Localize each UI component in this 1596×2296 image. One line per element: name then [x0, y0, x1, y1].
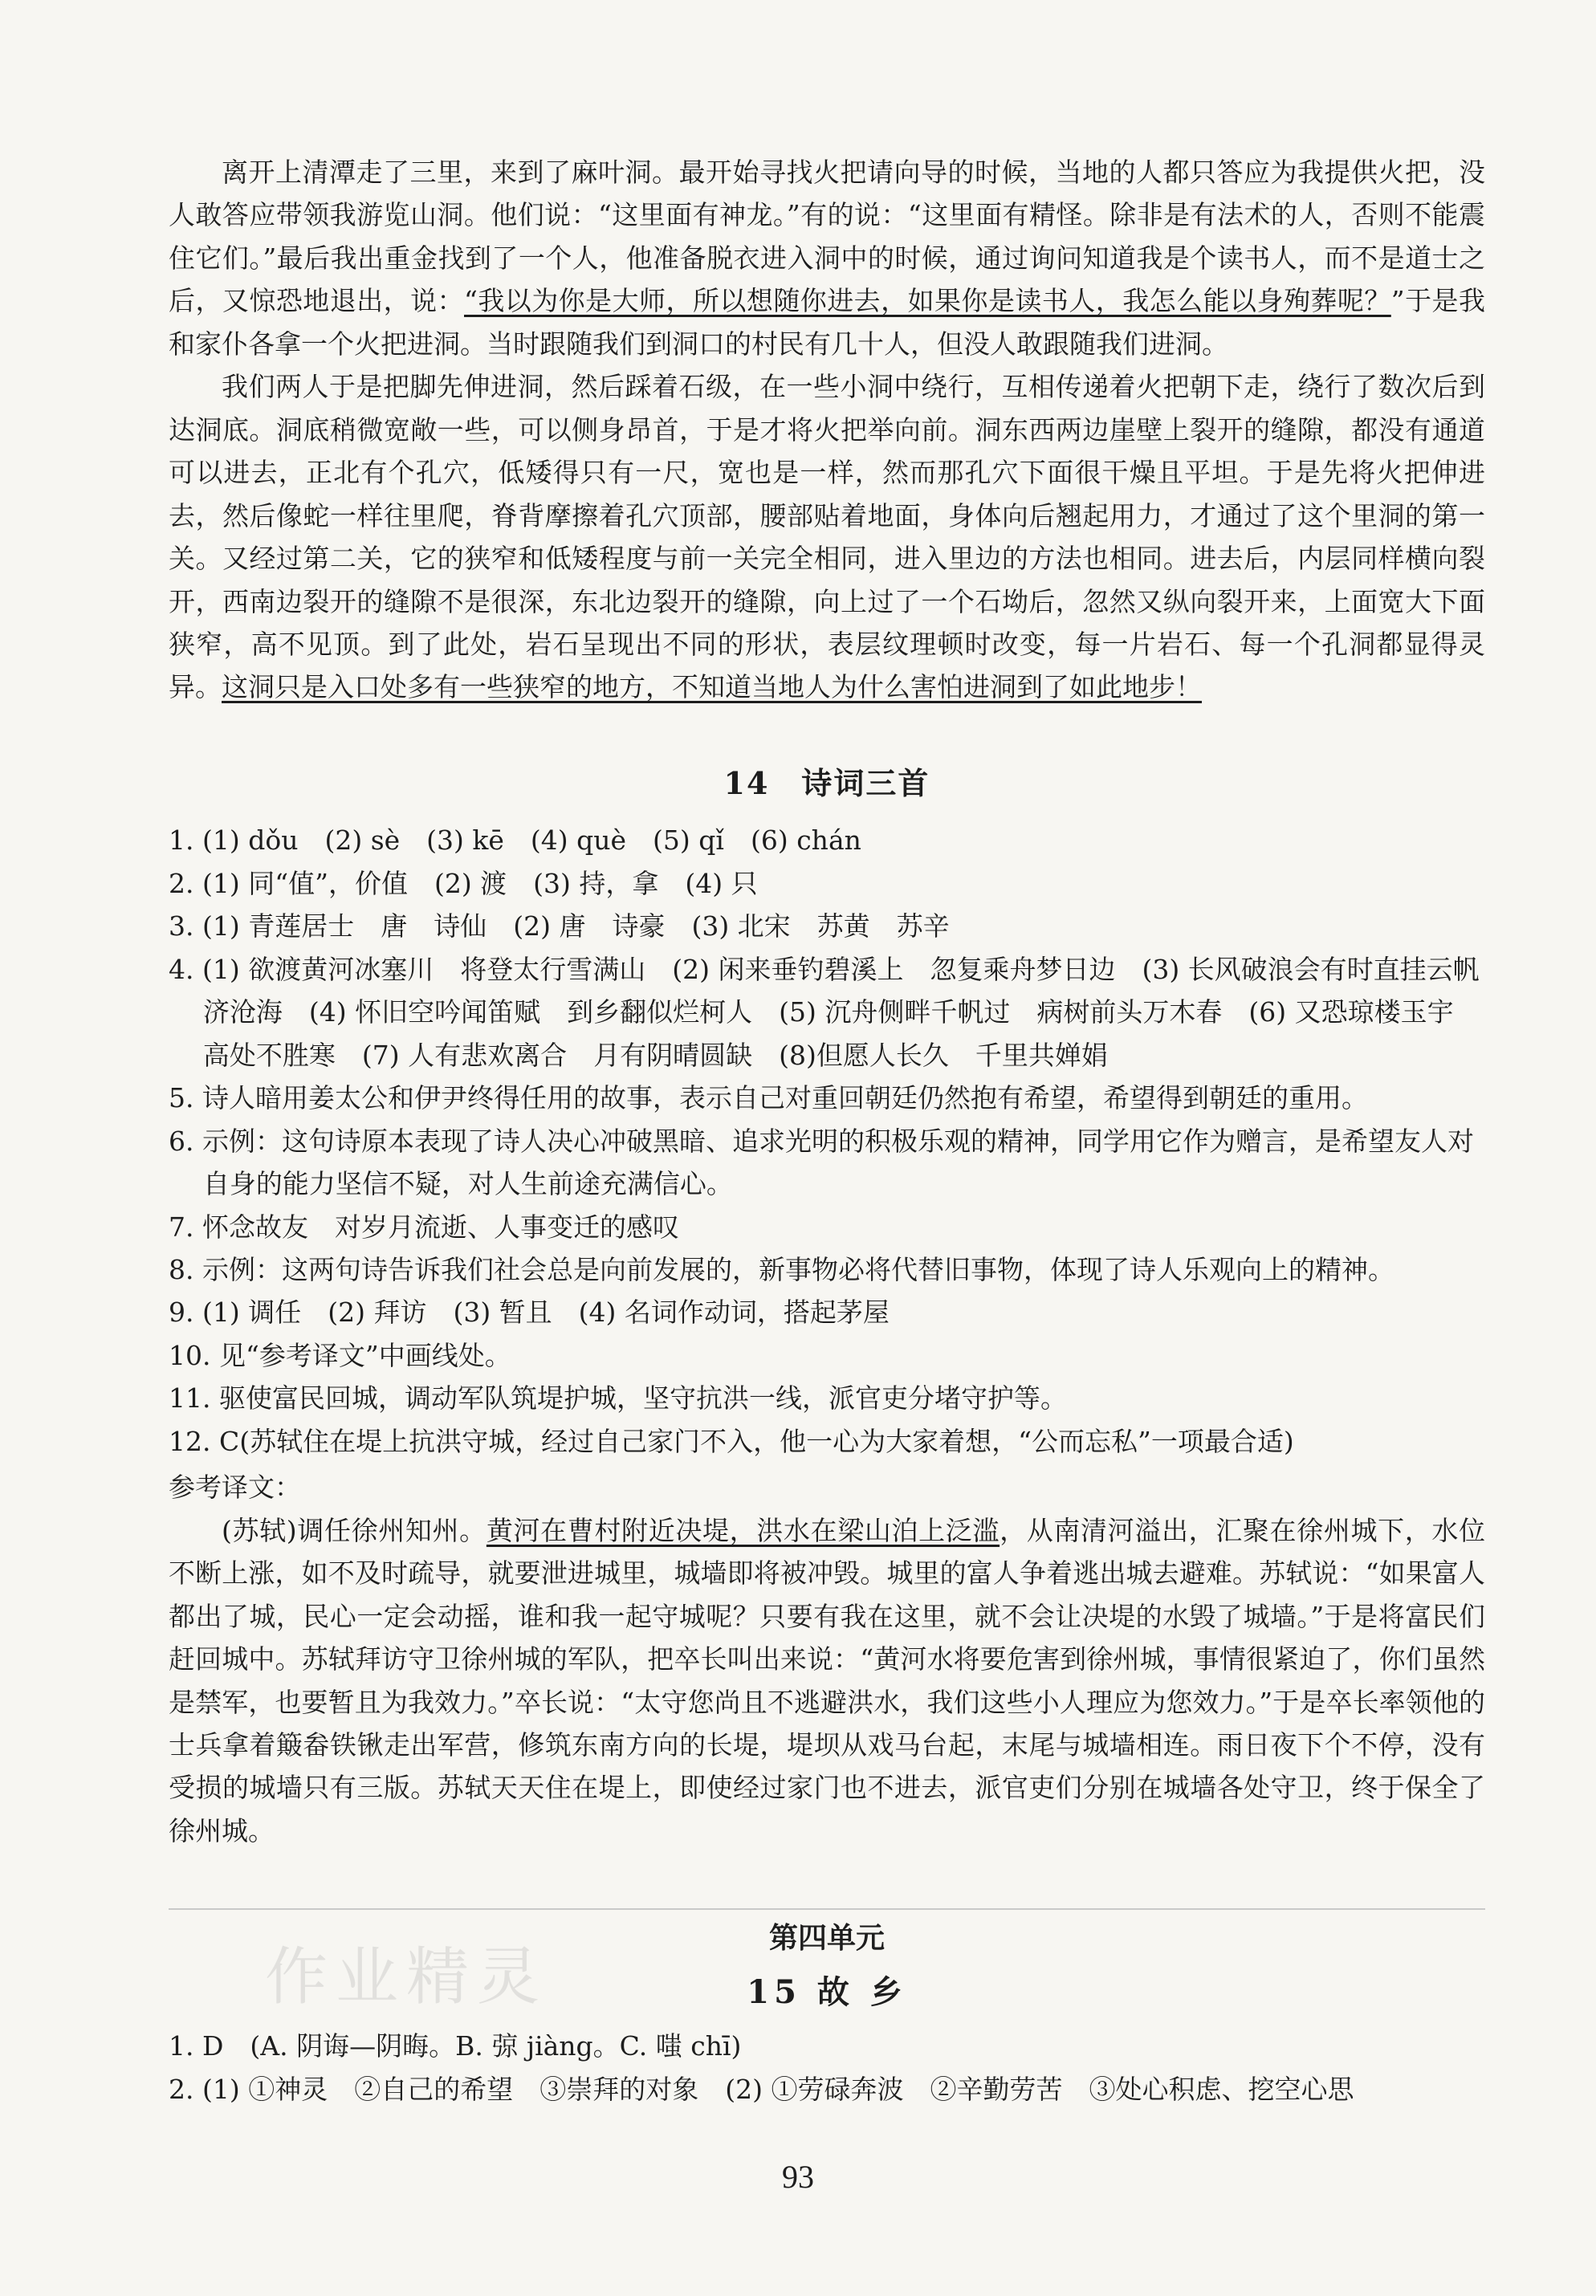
answer-line: 2. (1) ①神灵 ②自己的希望 ③崇拜的对象 (2) ①劳碌奔波 ②辛勤劳苦 ③处心积虑、挖空心思 — [169, 2073, 1354, 2105]
page-number: 93 — [782, 2159, 814, 2195]
answer-line: 7. 怀念故友 对岁月流逝、人事变迁的感叹 — [169, 1211, 679, 1243]
unit-title: 第四单元 — [768, 1921, 885, 1956]
answer-line: 1. D (A. 阴诲—阴晦。B. 弶 jiàng。C. 嗤 chī) — [169, 2030, 742, 2062]
underlined-answer: “我以为你是大师，所以想随你进去，如果你是读书人，我怎么能以身殉葬呢？ — [464, 285, 1391, 317]
answer-line: 2. (1) 同“值”，价值 (2) 渡 (3) 持，拿 (4) 只 — [169, 867, 758, 899]
answer-line: 3. (1) 青莲居士 唐 诗仙 (2) 唐 诗豪 (3) 北宋 苏黄 苏辛 — [169, 910, 950, 942]
reference-translation-label: 参考译文： — [169, 1472, 301, 1504]
lesson-title: 15 故 乡 — [747, 1972, 907, 2011]
answer-line: 12. C(苏轼住在堤上抗洪守城，经过自己家门不入，他一心为大家着想，“公而忘私”一项最合适) — [169, 1425, 1294, 1457]
answer-line: 6. 示例：这句诗原本表现了诗人决心冲破黑暗、追求光明的积极乐观的精神，同学用它作为赠言，是希望友人对自身的能力坚信不疑，对人生前途充满信心。 — [169, 1125, 1474, 1200]
passage-paragraph-2: 我们两人于是把脚先伸进洞，然后踩着石级，在一些小洞中绕行，互相传递着火把朝下走，绕行了数次后到达洞底。洞底稍微宽敞一些，可以侧身昂首，于是才将火把举向前。洞东西两边崖壁上裂开的缝隙，都没有通道可以进去，正北有个孔穴，低矮得只有一尺，宽也是一样，然而那孔穴下面很干燥且平坦。于是先将火把伸进去，然后像蛇一样往里爬，脊背摩擦着孔穴顶部，腰部贴着地面，身体向后翘起用力，才通过了这个里洞的第一关。又经过第二关，它的狭窄和低矮程度与前一关完全相同，进入里边的方法也相同。进去后，内层同样横向裂开，西南边裂开的缝隙不是很深，东北边裂开的缝隙，向上过了一个石坳后，忽然又纵向裂开来，上面宽大下面狭窄，高不见顶。到了此处，岩石呈现出不同的形状，表层纹理顿时改变，每一片岩石、每一个孔洞都显得灵异。这洞只是入口处多有一些狭窄的地方，不知道当地人为什么害怕进洞到了如此地步！ — [169, 371, 1485, 703]
section-title: 14 诗词三首 — [723, 764, 930, 801]
underlined-answer: 这洞只是入口处多有一些狭窄的地方，不知道当地人为什么害怕进洞到了如此地步！ — [222, 671, 1202, 703]
underlined-answer: 黄河在曹村附近决堤，洪水在梁山泊上泛滥 — [486, 1514, 1000, 1546]
page-content — [169, 151, 1485, 2111]
answer-line: 5. 诗人暗用姜太公和伊尹终得任用的故事，表示自己对重回朝廷仍然抱有希望，希望得到朝廷的重用。 — [169, 1082, 1368, 1114]
answer-line: 11. 驱使富民回城，调动军队筑堤护城，坚守抗洪一线，派官吏分堵守护等。 — [169, 1382, 1067, 1415]
unit-divider — [169, 1908, 1485, 1910]
passage-paragraph-1: 离开上清潭走了三里，来到了麻叶洞。最开始寻找火把请向导的时候，当地的人都只答应为我提供火把，没人敢答应带领我游览山洞。他们说：“这里面有神龙。”有的说：“这里面有精怪。除非是有法术的人，否则不能震住它们。”最后我出重金找到了一个人，他准备脱衣进入洞中的时候，通过询问知道我是个读书人，而不是道士之后，又惊恐地退出，说：“我以为你是大师，所以想随你进去，如果你是读书人，我怎么能以身殉葬呢？”于是我和家仆各拿一个火把进洞。当时跟随我们到洞口的村民有几十人，但没人敢跟随我们进洞。 — [169, 157, 1485, 360]
answer-line: 9. (1) 调任 (2) 拜访 (3) 暂且 (4) 名词作动词，搭起茅屋 — [169, 1297, 890, 1329]
answer-line: 10. 见“参考译文”中画线处。 — [169, 1339, 511, 1371]
watermark: 作业精灵 — [265, 1941, 548, 2013]
answer-line: 8. 示例：这两句诗告诉我们社会总是向前发展的，新事物必将代替旧事物，体现了诗人乐观向上的精神。 — [169, 1253, 1394, 1285]
reference-translation: (苏轼)调任徐州知州。黄河在曹村附近决堤，洪水在梁山泊上泛滥，从南清河溢出，汇聚在徐州城下，水位不断上涨，如不及时疏导，就要泄进城里，城墙即将被冲毁。城里的富人争着逃出城去避难。苏轼说：“如果富人都出了城，民心一定会动摇，谁和我一起守城呢？只要有我在这里，就不会让决堤的水毁了城墙。”于是将富民们赶回城中。苏轼拜访守卫徐州城的军队，把卒长叫出来说：“黄河水将要危害到徐州城，事情很紧迫了，你们虽然是禁军，也要暂且为我效力。”卒长说：“太守您尚且不逃避洪水，我们这些小人理应为您效力。”于是卒长率领他的士兵拿着簸畚铁锹走出军营，修筑东南方向的长堤，堤坝从戏马台起，末尾与城墙相连。雨日夜下个不停，没有受损的城墙只有三版。苏轼天天住在堤上，即使经过家门也不进去，派官吏们分别在城墙各处守卫，终于保全了徐州城。 — [169, 1514, 1486, 1846]
answer-line: 1. (1) dǒu (2) sè (3) kē (4) què (5) qǐ (6) chán — [169, 824, 861, 857]
answer-line: 4. (1) 欲渡黄河冰塞川 将登太行雪满山 (2) 闲来垂钓碧溪上 忽复乘舟梦日边 (3) 长风破浪会有时直挂云帆济沧海 (4) 怀旧空吟闻笛赋 到乡翻似烂柯人 (5) 沉舟侧畔千帆过 病树前头万木春 (6) 又恐琼楼玉宇 高处不胜寒 (7) 人有悲欢离合 月有阴晴圆缺 (8)但愿人长久 千里共婵娟 — [169, 953, 1480, 1071]
